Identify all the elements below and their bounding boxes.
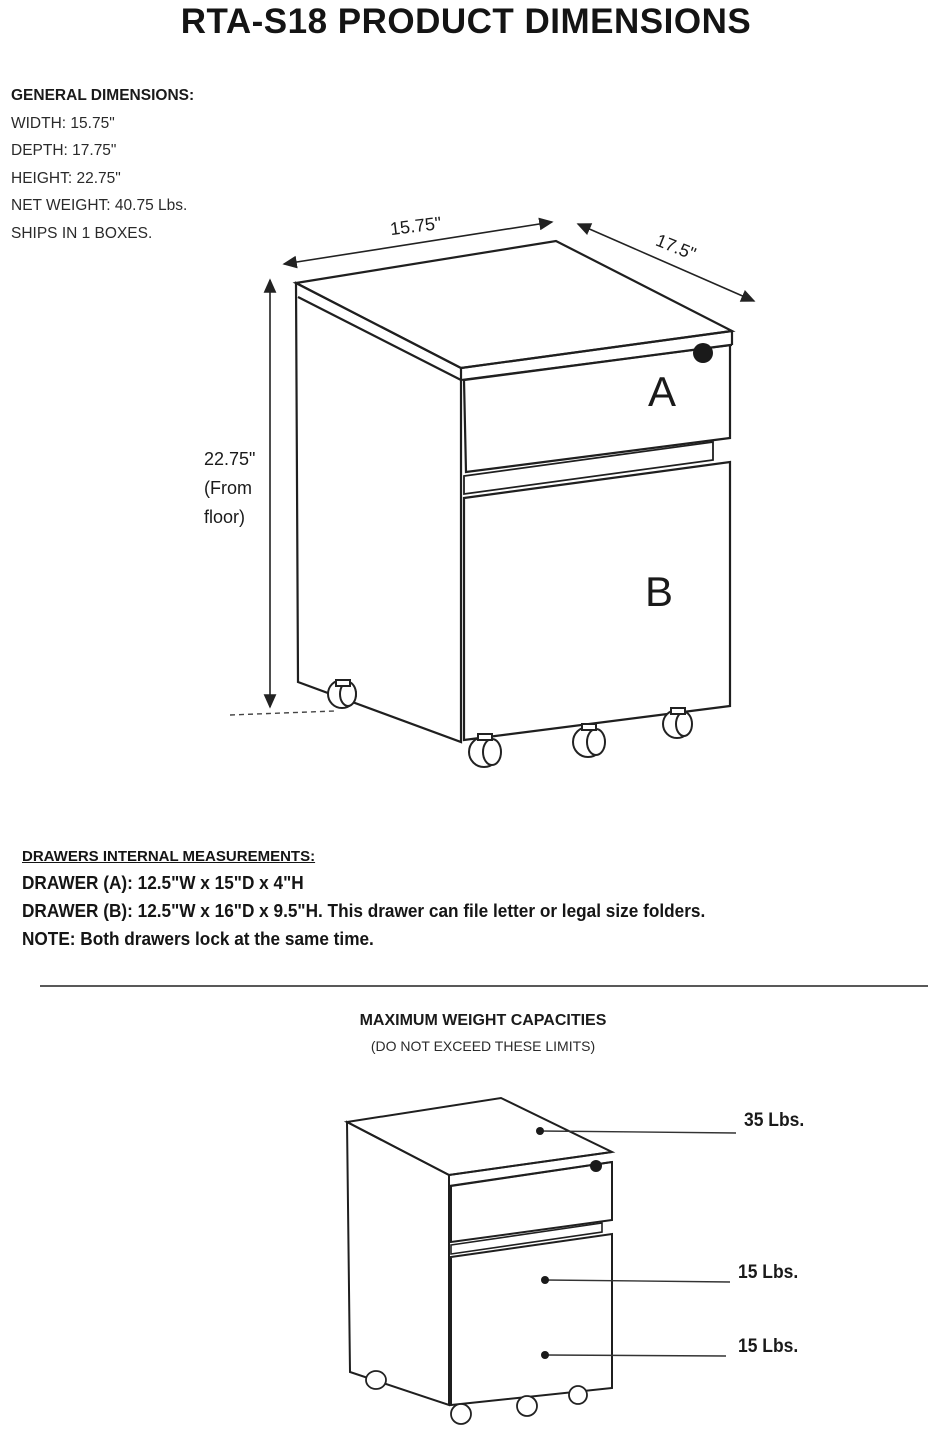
drawers-note: NOTE: Both drawers lock at the same time. xyxy=(22,928,374,949)
caster-wheels xyxy=(328,680,692,767)
small-cabinet-drawing xyxy=(347,1098,612,1424)
drawer-a-measurement: DRAWER (A): 12.5"W x 15"D x 4"H xyxy=(22,872,304,893)
capacities-header xyxy=(0,1012,932,1054)
drawers-heading: DRAWERS INTERNAL MEASUREMENTS: xyxy=(22,848,316,865)
width-label: 15.75" xyxy=(388,212,443,240)
general-net-weight: NET WEIGHT: 40.75 Lbs. xyxy=(11,197,188,214)
drawers-measurements xyxy=(22,848,757,953)
lock-icon xyxy=(693,343,713,363)
page-title: RTA-S18 PRODUCT DIMENSIONS xyxy=(180,2,752,41)
general-ships: SHIPS IN 1 BOXES. xyxy=(11,224,153,242)
capacity-drawer-upper: 15 Lbs. xyxy=(738,1262,799,1283)
general-depth: DEPTH: 17.75" xyxy=(11,142,117,159)
floor-guide-line xyxy=(230,711,335,715)
general-width: WIDTH: 15.75" xyxy=(11,114,115,132)
drawer-b-label: B xyxy=(645,568,674,615)
depth-label: 17.5" xyxy=(652,230,699,265)
capacity-leaders xyxy=(540,1131,736,1356)
capacities-subheading: (DO NOT EXCEED THESE LIMITS) xyxy=(370,1038,596,1054)
cabinet-body xyxy=(296,241,732,742)
general-dimensions-heading: GENERAL DIMENSIONS: xyxy=(11,87,195,104)
general-height: HEIGHT: 22.75" xyxy=(11,169,121,187)
capacity-top: 35 Lbs. xyxy=(744,1110,805,1131)
capacities-heading: MAXIMUM WEIGHT CAPACITIES xyxy=(359,1012,607,1029)
capacity-drawer-lower: 15 Lbs. xyxy=(738,1336,799,1357)
drawer-b-measurement: DRAWER (B): 12.5"W x 16"D x 9.5"H. This drawer can file letter or legal size folders. xyxy=(22,900,706,921)
height-label: 22.75" (From floor) xyxy=(204,449,256,527)
drawer-a-label: A xyxy=(648,368,677,415)
